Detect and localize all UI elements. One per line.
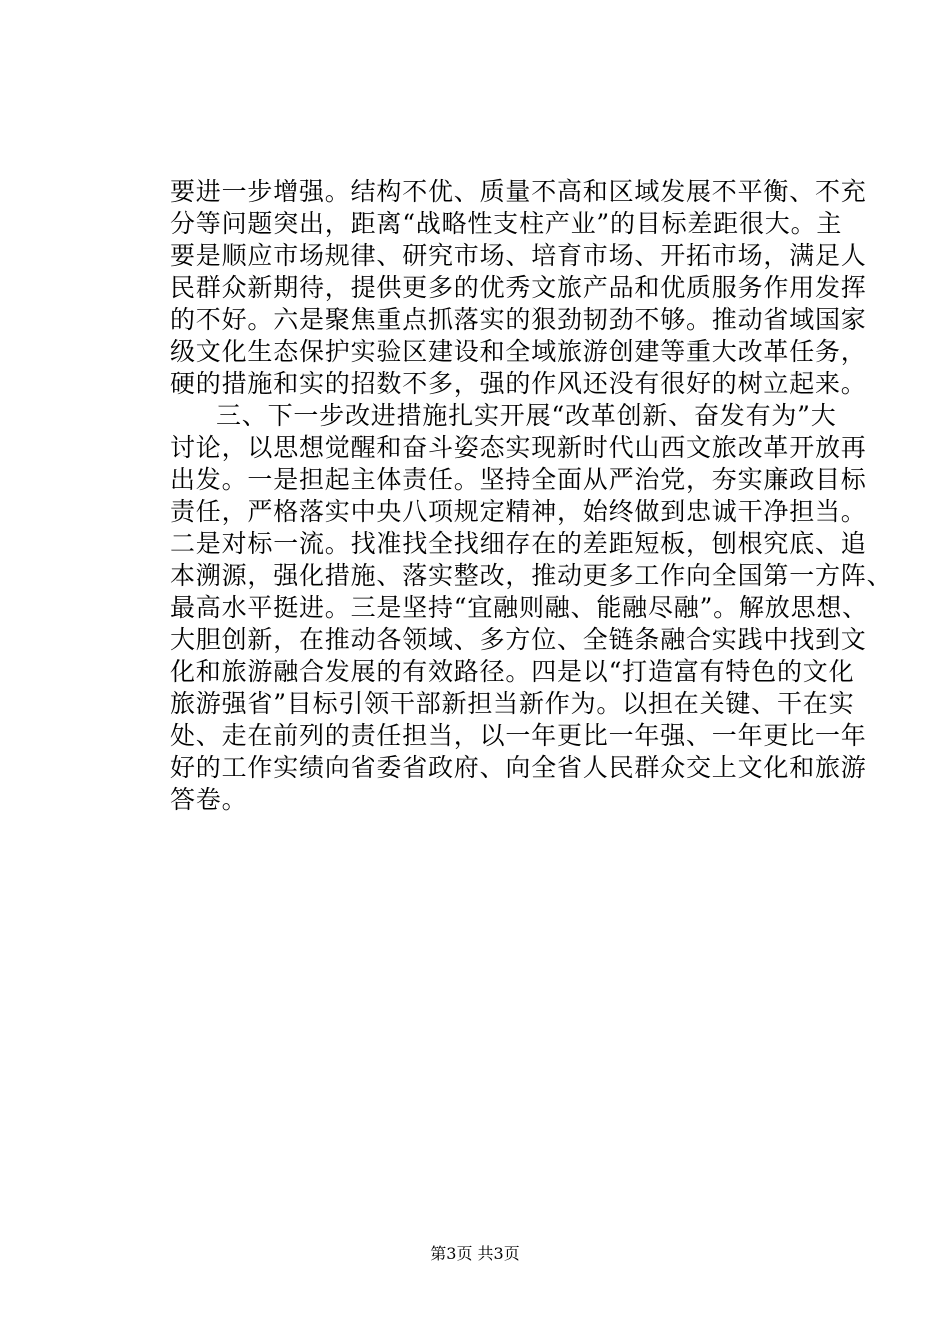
body-text [170, 176, 893, 816]
text-line: 要进一步增强。结构不优、质量不高和区域发展不平衡、不充 [170, 177, 867, 206]
text-line: 最高水平挺进。三是坚持“宜融则融、能融尽融”。解放思想、 [170, 593, 868, 622]
text-line: 讨论，以思想觉醒和奋斗姿态实现新时代山西文旅改革开放再 [170, 433, 867, 462]
text-line: 旅游强省”目标引领干部新担当新作为。以担在关键、干在实 [170, 689, 855, 718]
text-line: 的不好。六是聚焦重点抓落实的狠劲韧劲不够。推动省域国家 [170, 305, 867, 334]
text-line: 本溯源，强化措施、落实整改，推动更多工作向全国第一方阵、 [170, 561, 893, 590]
text-line: 大胆创新，在推动各领域、多方位、全链条融合实践中找到文 [170, 625, 867, 654]
page-footer: 第3页 共3页 [430, 1244, 520, 1263]
text-line: 硬的措施和实的招数不多，强的作风还没有很好的树立起来。 [170, 369, 867, 398]
text-line: 责任，严格落实中央八项规定精神，始终做到忠诚干净担当。 [170, 497, 867, 526]
text-line: 答卷。 [170, 785, 248, 814]
text-line: 好的工作实绩向省委省政府、向全省人民群众交上文化和旅游 [170, 753, 867, 782]
text-line: 化和旅游融合发展的有效路径。四是以“打造富有特色的文化 [170, 657, 855, 686]
text-line: 要是顺应市场规律、研究市场、培育市场、开拓市场，满足人 [170, 241, 867, 270]
text-line: 二是对标一流。找准找全找细存在的差距短板，刨根究底、追 [170, 529, 867, 558]
text-line: 出发。一是担起主体责任。坚持全面从严治党，夯实廉政目标 [170, 465, 867, 494]
text-line: 处、走在前列的责任担当，以一年更比一年强、一年更比一年 [170, 721, 867, 750]
section-heading-line: 三、下一步改进措施扎实开展“改革创新、奋发有为”大 [216, 401, 837, 430]
text-line: 级文化生态保护实验区建设和全域旅游创建等重大改革任务， [170, 337, 867, 366]
text-line: 民群众新期待，提供更多的优秀文旅产品和优质服务作用发挥 [170, 273, 867, 302]
text-line: 分等问题突出，距离“战略性支柱产业”的目标差距很大。主 [170, 209, 843, 238]
